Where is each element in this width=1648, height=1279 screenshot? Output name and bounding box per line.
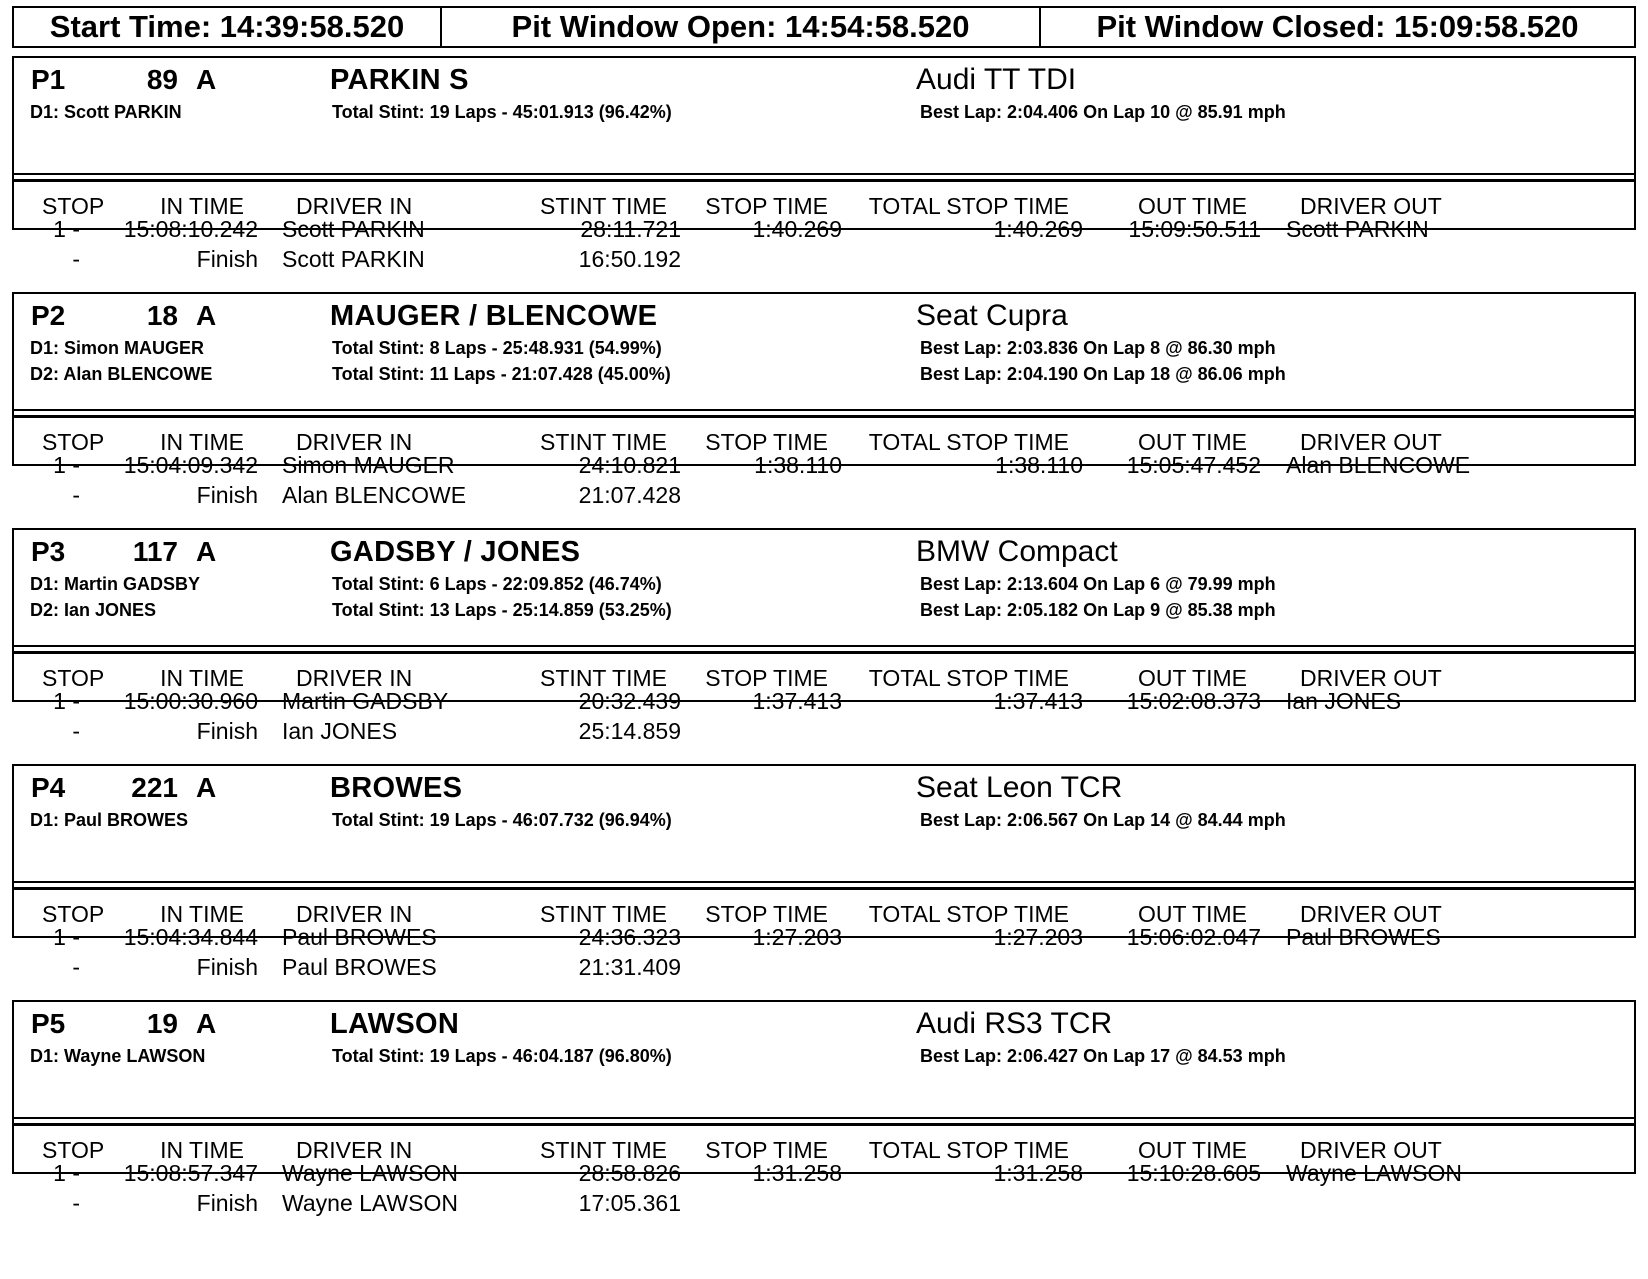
stop-time-header: STOP TIME [705, 901, 828, 927]
stop-header: STOP [42, 1137, 105, 1163]
driver-in-cell: Wayne LAWSON [282, 1160, 458, 1186]
driver-out-cell: Paul BROWES [1286, 924, 1441, 950]
stint-time-header: STINT TIME [540, 193, 667, 219]
out-time-cell: 15:06:02.047 [1126, 924, 1261, 950]
in-time-cell: 15:00:30.960 [123, 688, 258, 714]
race-timing-header [12, 6, 1636, 48]
position-label: P3 [31, 536, 66, 567]
stint-time-cell: 17:05.361 [578, 1190, 681, 1216]
class-label: A [196, 536, 217, 567]
class-label: A [196, 772, 217, 803]
stop-time-cell: 1:38.110 [754, 452, 842, 478]
total-stop-time-cell: 1:37.413 [993, 688, 1083, 714]
out-time-cell: 15:02:08.373 [1126, 688, 1261, 714]
driver-out-cell: Wayne LAWSON [1286, 1160, 1462, 1186]
driver-total-stint: Total Stint: 11 Laps - 21:07.428 (45.00%) [332, 364, 671, 384]
driver-total-stint: Total Stint: 19 Laps - 45:01.913 (96.42%) [332, 102, 672, 122]
stop-number-cell: - [72, 1190, 80, 1216]
stop-header: STOP [42, 901, 105, 927]
stop-header: STOP [42, 193, 105, 219]
table-row [0, 482, 1648, 513]
start-time: Start Time: 14:39:58.520 [14, 8, 442, 46]
driver-best-lap: Best Lap: 2:06.427 On Lap 17 @ 84.53 mph [920, 1046, 1286, 1066]
table-row [0, 718, 1648, 749]
table-row [0, 452, 1648, 483]
entry-block [0, 56, 1648, 292]
pit-window-open: Pit Window Open: 14:54:58.520 [442, 8, 1041, 46]
driver-in-cell: Scott PARKIN [282, 216, 425, 242]
car-model: Audi RS3 TCR [916, 1007, 1113, 1040]
out-time-header: OUT TIME [1137, 1137, 1247, 1163]
table-row [0, 924, 1648, 955]
position-label: P4 [31, 772, 66, 803]
total-stop-time-cell: 1:40.269 [993, 216, 1083, 242]
total-stop-time-header: TOTAL STOP TIME [868, 1137, 1069, 1163]
table-row [0, 688, 1648, 719]
driver-in-cell: Alan BLENCOWE [282, 482, 467, 508]
driver-out-cell: Scott PARKIN [1286, 216, 1429, 242]
class-label: A [196, 1008, 217, 1039]
stop-time-header: STOP TIME [705, 193, 828, 219]
driver-best-lap: Best Lap: 2:06.567 On Lap 14 @ 84.44 mph [920, 810, 1286, 830]
in-time-cell: 15:04:09.342 [123, 452, 258, 478]
driver-name: D2: Alan BLENCOWE [30, 364, 213, 384]
entry-block [0, 292, 1648, 528]
in-time-cell: Finish [196, 246, 258, 272]
stop-number-cell: 1 - [53, 1160, 80, 1186]
driver-in-cell: Ian JONES [282, 718, 398, 744]
table-row [0, 1190, 1648, 1221]
stint-time-cell: 28:11.721 [580, 216, 681, 242]
class-label: A [196, 64, 217, 95]
driver-in-cell: Scott PARKIN [282, 246, 425, 272]
total-stop-time-header: TOTAL STOP TIME [868, 901, 1069, 927]
out-time-cell: 15:10:28.605 [1126, 1160, 1261, 1186]
stop-time-cell: 1:31.258 [752, 1160, 842, 1186]
driver-name: D1: Simon MAUGER [30, 338, 205, 358]
stop-number-cell: 1 - [53, 216, 80, 242]
entry-block [0, 528, 1648, 764]
driver-total-stint: Total Stint: 6 Laps - 22:09.852 (46.74%) [332, 574, 662, 594]
in-time-cell: Finish [196, 1190, 258, 1216]
entry-info-box [12, 56, 1636, 181]
driver-in-header: DRIVER IN [296, 901, 413, 927]
stint-time-cell: 24:36.323 [578, 924, 681, 950]
in-time-cell: Finish [196, 954, 258, 980]
total-stop-time-cell: 1:38.110 [995, 452, 1083, 478]
car-model: Seat Leon TCR [916, 771, 1123, 804]
in-time-header: IN TIME [160, 901, 244, 927]
car-model: BMW Compact [916, 535, 1118, 568]
stop-time-cell: 1:27.203 [752, 924, 842, 950]
out-time-cell: 15:09:50.511 [1128, 216, 1261, 242]
entry-info-box [12, 528, 1636, 653]
driver-total-stint: Total Stint: 8 Laps - 25:48.931 (54.99%) [332, 338, 662, 358]
car-number: 117 [132, 536, 178, 567]
driver-out-header: DRIVER OUT [1300, 193, 1442, 219]
driver-name: D1: Martin GADSBY [30, 574, 201, 594]
in-time-header: IN TIME [160, 1137, 244, 1163]
table-row [0, 216, 1648, 247]
driver-total-stint: Total Stint: 13 Laps - 25:14.859 (53.25%) [332, 600, 672, 620]
stint-time-header: STINT TIME [540, 665, 667, 691]
position-label: P5 [31, 1008, 66, 1039]
entry-block [0, 1000, 1648, 1236]
stop-number-cell: - [72, 954, 80, 980]
driver-best-lap: Best Lap: 2:03.836 On Lap 8 @ 86.30 mph [920, 338, 1276, 358]
stop-number-cell: - [72, 482, 80, 508]
entry-block [0, 764, 1648, 1000]
table-row [0, 954, 1648, 985]
in-time-cell: 15:04:34.844 [123, 924, 258, 950]
driver-name: D1: Wayne LAWSON [30, 1046, 206, 1066]
in-time-cell: 15:08:10.242 [123, 216, 258, 242]
position-label: P2 [31, 300, 66, 331]
car-number: 19 [146, 1008, 178, 1039]
driver-in-cell: Paul BROWES [282, 954, 437, 980]
table-row [0, 246, 1648, 277]
driver-in-cell: Simon MAUGER [282, 452, 455, 478]
stop-number-cell: 1 - [53, 924, 80, 950]
driver-best-lap: Best Lap: 2:05.182 On Lap 9 @ 85.38 mph [920, 600, 1276, 620]
driver-best-lap: Best Lap: 2:04.406 On Lap 10 @ 85.91 mph [920, 102, 1286, 122]
team-name: LAWSON [330, 1008, 460, 1040]
stint-time-cell: 21:07.428 [578, 482, 681, 508]
driver-out-cell: Alan BLENCOWE [1286, 452, 1471, 478]
stint-time-header: STINT TIME [540, 1137, 667, 1163]
in-time-header: IN TIME [160, 193, 244, 219]
entry-info-box [12, 764, 1636, 889]
out-time-header: OUT TIME [1137, 193, 1247, 219]
driver-in-cell: Paul BROWES [282, 924, 437, 950]
driver-in-header: DRIVER IN [296, 1137, 413, 1163]
driver-out-header: DRIVER OUT [1300, 901, 1442, 927]
driver-name: D1: Scott PARKIN [30, 102, 182, 122]
stint-time-cell: 24:10.821 [578, 452, 681, 478]
position-label: P1 [31, 64, 66, 95]
pit-window-closed: Pit Window Closed: 15:09:58.520 [1096, 9, 1579, 44]
in-time-header: IN TIME [160, 429, 244, 455]
in-time-cell: 15:08:57.347 [123, 1160, 258, 1186]
entry-info-box [12, 1000, 1636, 1125]
driver-in-header: DRIVER IN [296, 429, 413, 455]
driver-in-header: DRIVER IN [296, 193, 413, 219]
stint-time-cell: 20:32.439 [578, 688, 681, 714]
stop-header: STOP [42, 429, 105, 455]
in-time-cell: Finish [196, 718, 258, 744]
entry-info-box [12, 292, 1636, 417]
car-model: Seat Cupra [916, 299, 1068, 332]
in-time-cell: Finish [196, 482, 258, 508]
stop-number-cell: - [72, 246, 80, 272]
stint-time-cell: 25:14.859 [578, 718, 681, 744]
stint-time-cell: 21:31.409 [578, 954, 681, 980]
stop-number-cell: 1 - [53, 452, 80, 478]
stop-time-cell: 1:40.269 [752, 216, 842, 242]
total-stop-time-cell: 1:27.203 [993, 924, 1083, 950]
driver-name: D2: Ian JONES [30, 600, 157, 620]
class-label: A [196, 300, 217, 331]
total-stop-time-header: TOTAL STOP TIME [868, 665, 1069, 691]
driver-out-header: DRIVER OUT [1300, 1137, 1442, 1163]
in-time-header: IN TIME [160, 665, 244, 691]
driver-best-lap: Best Lap: 2:04.190 On Lap 18 @ 86.06 mph [920, 364, 1286, 384]
total-stop-time-header: TOTAL STOP TIME [868, 193, 1069, 219]
stop-time-cell: 1:37.413 [752, 688, 842, 714]
stint-time-header: STINT TIME [540, 901, 667, 927]
team-name: MAUGER / BLENCOWE [330, 300, 658, 332]
stint-time-header: STINT TIME [540, 429, 667, 455]
car-model: Audi TT TDI [916, 63, 1077, 96]
total-stop-time-cell: 1:31.258 [993, 1160, 1083, 1186]
driver-total-stint: Total Stint: 19 Laps - 46:07.732 (96.94%) [332, 810, 672, 830]
out-time-header: OUT TIME [1137, 429, 1247, 455]
driver-out-cell: Ian JONES [1286, 688, 1402, 714]
stint-time-cell: 28:58.826 [578, 1160, 681, 1186]
team-name: PARKIN S [330, 64, 469, 96]
car-number: 221 [131, 772, 178, 803]
out-time-cell: 15:05:47.452 [1126, 452, 1261, 478]
out-time-header: OUT TIME [1137, 901, 1247, 927]
stop-number-cell: 1 - [53, 688, 80, 714]
driver-out-header: DRIVER OUT [1300, 665, 1442, 691]
driver-best-lap: Best Lap: 2:13.604 On Lap 6 @ 79.99 mph [920, 574, 1276, 594]
table-row [0, 1160, 1648, 1191]
stop-time-header: STOP TIME [705, 665, 828, 691]
car-number: 18 [146, 300, 178, 331]
car-number: 89 [146, 64, 178, 95]
stop-time-header: STOP TIME [705, 1137, 828, 1163]
driver-in-cell: Martin GADSBY [282, 688, 449, 714]
driver-total-stint: Total Stint: 19 Laps - 46:04.187 (96.80%) [332, 1046, 672, 1066]
driver-in-header: DRIVER IN [296, 665, 413, 691]
driver-in-cell: Wayne LAWSON [282, 1190, 458, 1216]
total-stop-time-header: TOTAL STOP TIME [868, 429, 1069, 455]
stop-time-header: STOP TIME [705, 429, 828, 455]
stint-time-cell: 16:50.192 [578, 246, 681, 272]
driver-out-header: DRIVER OUT [1300, 429, 1442, 455]
stop-number-cell: - [72, 718, 80, 744]
team-name: BROWES [330, 772, 463, 804]
stop-header: STOP [42, 665, 105, 691]
driver-name: D1: Paul BROWES [30, 810, 189, 830]
out-time-header: OUT TIME [1137, 665, 1247, 691]
team-name: GADSBY / JONES [330, 536, 581, 568]
